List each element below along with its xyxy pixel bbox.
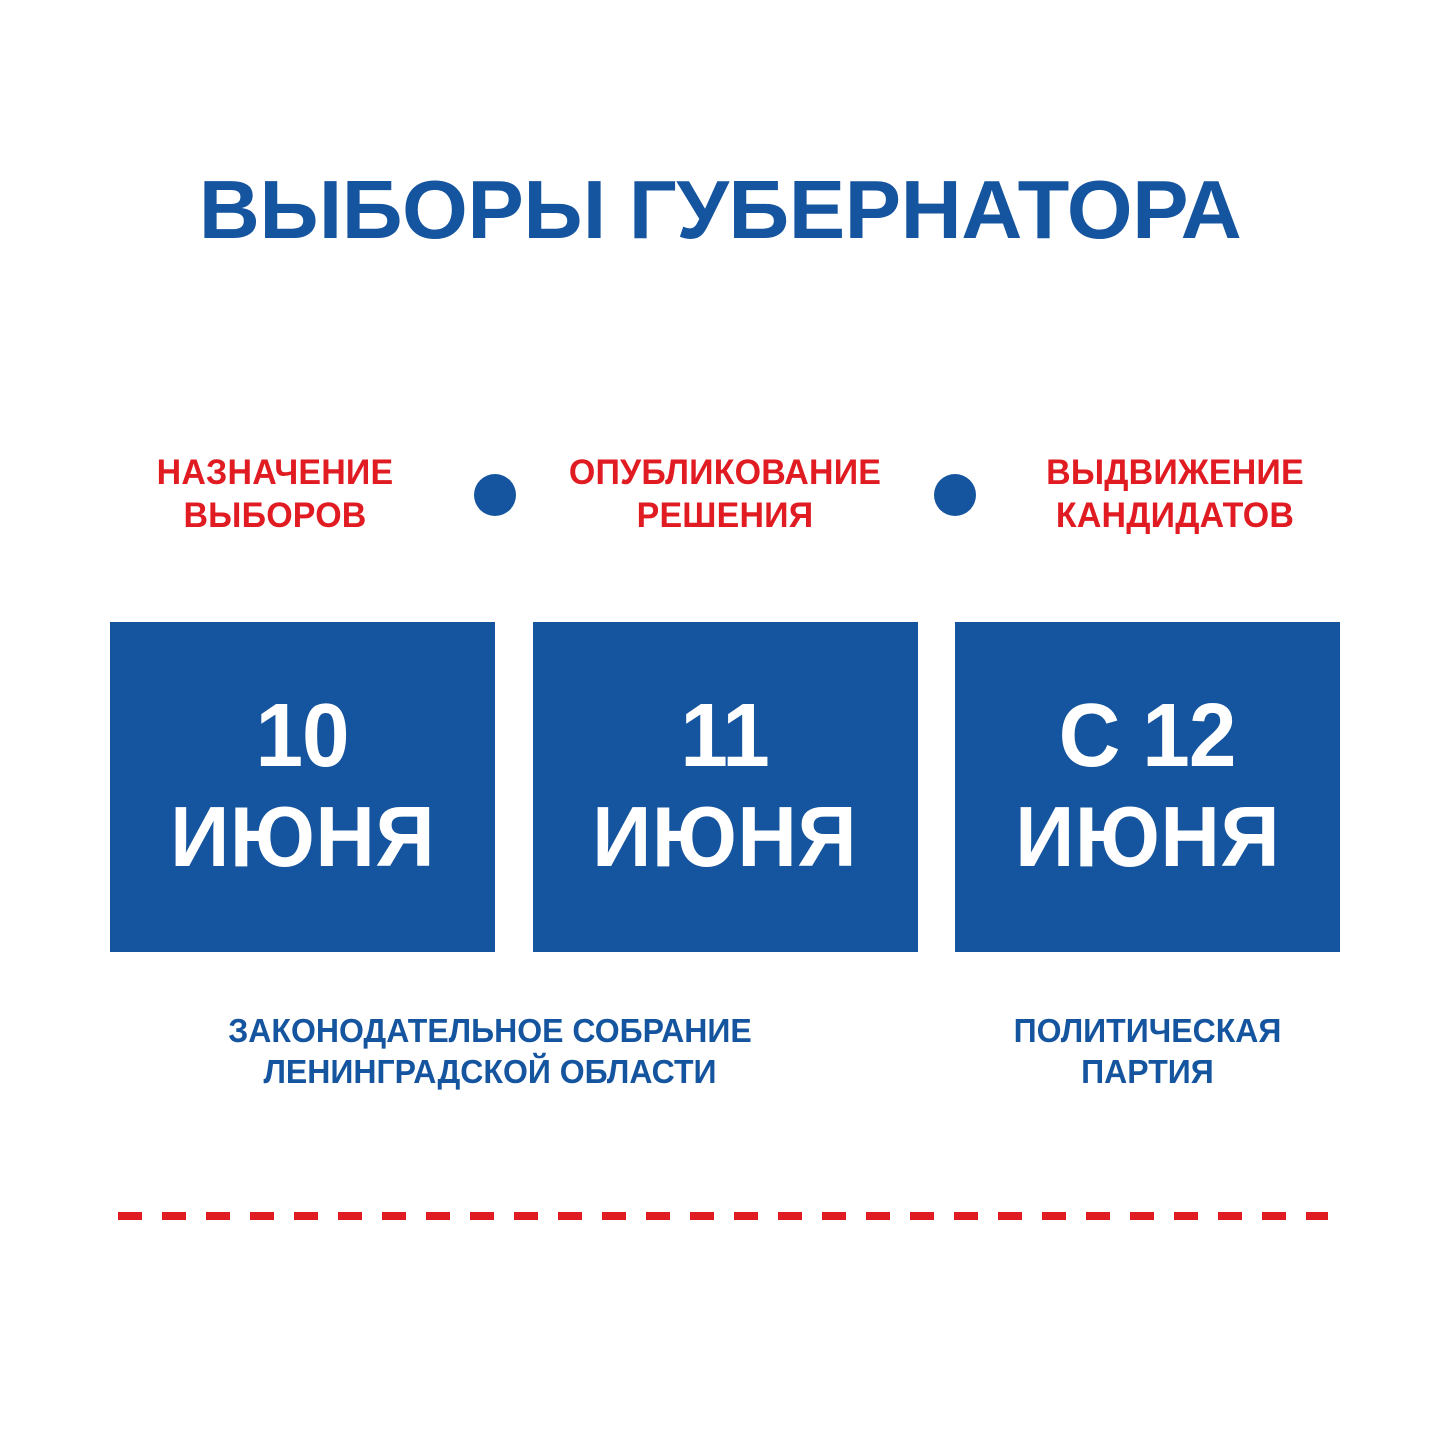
captions-row	[110, 1010, 1340, 1093]
date-card-nomination	[955, 622, 1340, 952]
caption-political-party: ПОЛИТИЧЕСКАЯ ПАРТИЯ	[1013, 1012, 1282, 1091]
step-label-appointment: НАЗНАЧЕНИЕ ВЫБОРОВ	[156, 453, 394, 535]
dashed-divider	[118, 1212, 1328, 1220]
step-label-nomination: ВЫДВИЖЕНИЕ КАНДИДАТОВ	[1046, 453, 1304, 535]
date-card-day: 11	[680, 686, 770, 787]
date-card-month: ИЮНЯ	[1014, 790, 1281, 886]
date-card-publication	[533, 622, 918, 952]
bullet-dot-icon-2	[934, 474, 976, 516]
date-card-month: ИЮНЯ	[169, 790, 436, 886]
date-card-month: ИЮНЯ	[592, 790, 858, 886]
step-labels-row	[110, 452, 1340, 537]
page-title: ВЫБОРЫ ГУБЕРНАТОРА	[198, 163, 1242, 256]
date-card-appointment	[110, 622, 495, 952]
date-card-day: С 12	[1059, 686, 1236, 787]
caption-legislative-assembly: ЗАКОНОДАТЕЛЬНОЕ СОБРАНИЕ ЛЕНИНГРАДСКОЙ ОБЛАСТИ	[228, 1012, 752, 1091]
bullet-dot-icon-1	[474, 474, 516, 516]
date-card-day: 10	[255, 686, 350, 787]
step-label-publication: ОПУБЛИКОВАНИЕ РЕШЕНИЯ	[568, 453, 882, 535]
date-cards-row	[110, 622, 1340, 952]
